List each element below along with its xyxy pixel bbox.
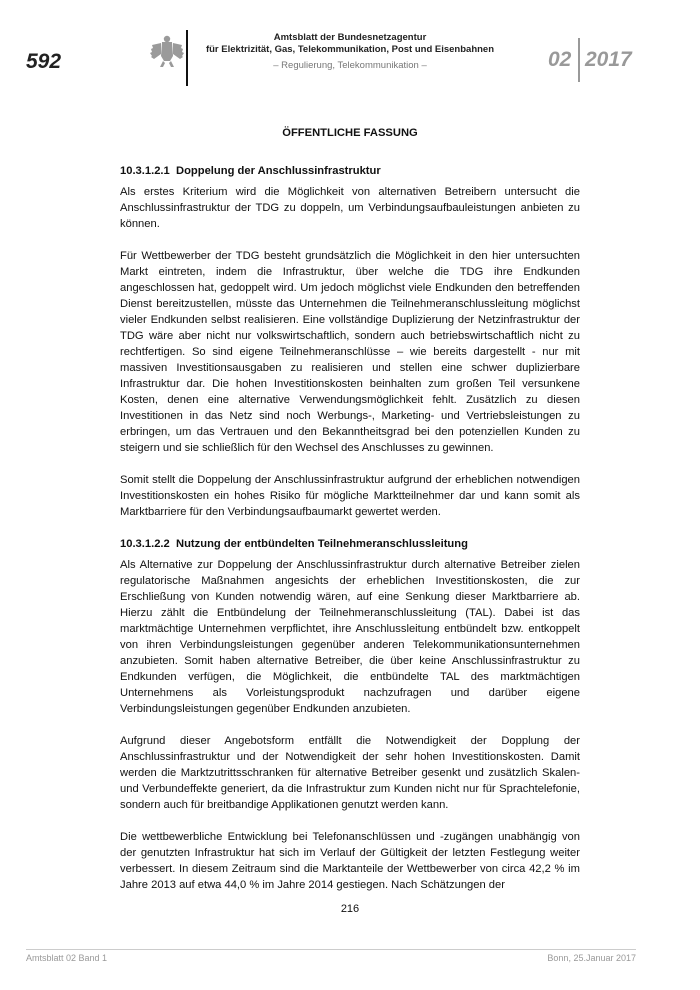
section-title: Nutzung der entbündelten Teilnehmeranschlussleitung	[176, 538, 468, 550]
header-year: 2017	[585, 48, 632, 71]
footer-right: Bonn, 25.Januar 2017	[547, 953, 636, 963]
footer-left: Amtsblatt 02 Band 1	[26, 953, 108, 963]
footer-divider	[26, 949, 636, 950]
section-number: 10.3.1.2.2	[120, 538, 170, 550]
header-title-line1: Amtsblatt der Bundesnetzagentur	[273, 32, 427, 43]
paragraph: Für Wettbewerber der TDG besteht grundsätzlich die Möglichkeit in den hier untersuchten Markt eintreten, indem die Infrastruktur, über welche die TDG ihre Endkunden angeschlossen hat, gedoppelt wird. Um jedoch möglichst viele Endkunden den betreffenden Dienst bereitzustellen, müsste das Unternehmen die Teilnehmeranschlussleitung möglichst vieler Endkunden selbst realisieren. Eine vollständige Duplizierung der Netzinfrastruktur der TDG wäre aber nicht nur volkswirtschaftlich, sondern auch betriebswirtschaftlich nicht zu rechtfertigen. So sind eigene Teilnehmeranschlüsse – wie bereits dargestellt - nur mit massiven Investitionsausgaben zu realisieren und stellen eine schwer duplizierbare Infrastruktur dar. Die hohen Investitionskosten beinhalten zum großen Teil versunkene Kosten, denen eine alternative Verwendungsmöglichkeit fehlt. Zusätzlich zu diesen Investitionen in das Netz sind noch Werbungs-, Marketing- und Vertriebsleistungen zu erbringen, um das Vertrauen und den Bekanntheitsgrad bei den potenziellen Kunden zu steigern und sie schließlich für den Wechsel des Anschlusses zu gewinnen.	[120, 250, 580, 454]
paragraph: Somit stellt die Doppelung der Anschlussinfrastruktur aufgrund der erheblichen notwendigen Investitionskosten ein hohes Risiko für mögliche Marktteilnehmer dar und kann somit als Marktbarriere für den Verbindungsaufbaumarkt gewertet werden.	[120, 474, 580, 518]
paragraph: Als erstes Kriterium wird die Möglichkeit von alternativen Betreibern untersucht die Anschlussinfrastruktur der TDG zu doppeln, um Verbindungsaufbauleistungen anbieten zu können.	[120, 186, 580, 230]
header-title-line2: für Elektrizität, Gas, Telekommunikation, Post und Eisenbahnen	[205, 44, 495, 55]
public-heading: ÖFFENTLICHE FASSUNG	[282, 127, 418, 139]
header-divider	[186, 30, 188, 86]
section-number: 10.3.1.2.1	[120, 165, 170, 177]
section-heading	[120, 536, 580, 552]
section-title: Doppelung der Anschlussinfrastruktur	[176, 165, 381, 177]
header-issue-divider	[578, 38, 580, 82]
document-body	[120, 125, 580, 909]
header-issue: 02	[548, 48, 572, 71]
section-heading	[120, 163, 580, 179]
paragraph: Als Alternative zur Doppelung der Anschlussinfrastruktur durch alternative Betreiber zielen regulatorische Maßnahmen angesichts der erheblichen Investitionskosten, die zur Erschließung von Kunden notwendig wären, auf eine Senkung dieser Marktbarriere ab. Hierzu zählt die Entbündelung der Teilnehmeranschlussleitung (TAL). Dabei ist das marktmächtige Unternehmen verpflichtet, ihre Anschlussleitung entbündelt bzw. entkoppelt von ihren Verbindungsleistungen gegenüber anderen Telekommunikationsunternehmen anzubieten. Somit haben alternative Betreiber, die über keine Anschlussinfrastruktur zu Endkunden verfügen, die Möglichkeit, die entbündelte TAL des marktmächtigen Unternehmens als Vorleistungsprodukt nachzufragen und darüber eigene Verbindungsleistungen gegenüber Endkunden anzubieten.	[120, 559, 580, 715]
header-subtitle: – Regulierung, Telekommunikation –	[273, 60, 427, 71]
federal-eagle-icon	[150, 34, 184, 70]
header-page-number: 592	[26, 50, 62, 73]
document-page-number: 216	[340, 903, 360, 915]
header-title	[200, 32, 500, 56]
paragraph: Aufgrund dieser Angebotsform entfällt die Notwendigkeit der Dopplung der Anschlussinfrastruktur und der Notwendigkeit der sehr hohen Investitionskosten. Damit werden die Marktzutrittsschranken für alternative Betreiber gesenkt und zusätzlich Skalen- und Verbundeffekte generiert, da die Infrastruktur zum Kunden nicht nur für Sprachtelefonie, sondern auch für breitbandige Applikationen genutzt werden kann.	[120, 735, 580, 811]
paragraph: Die wettbewerbliche Entwicklung bei Telefonanschlüssen und -zugängen unabhängig von der genutzten Infrastruktur hat sich im Verlauf der Gültigkeit der letzten Festlegung weiter verbessert. In diesem Zeitraum sind die Marktanteile der Wettbewerber von circa 42,2 % im Jahre 2013 auf etwa 44,0 % im Jahre 2014 gestiegen. Nach Schätzungen der	[120, 831, 580, 891]
